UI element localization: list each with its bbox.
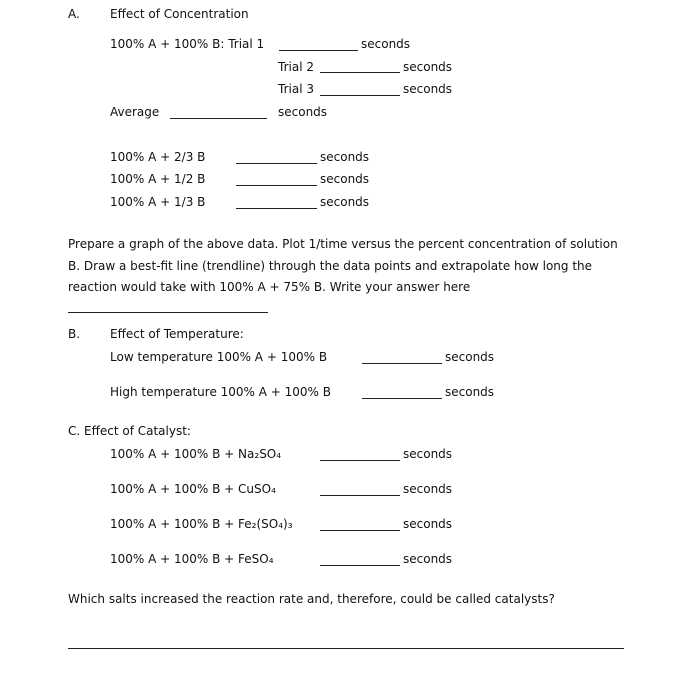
- trial3-seconds: seconds: [403, 82, 453, 96]
- catalyst-question: Which salts increased the reaction rate and, therefore, could be called catalysts?: [68, 592, 555, 606]
- catalyst-row-seconds: seconds: [403, 447, 453, 461]
- trial1-label: 100% A + 100% B: Trial 1: [110, 37, 265, 51]
- answer-blank[interactable]: [68, 300, 268, 313]
- catalyst-answer-blank[interactable]: [68, 648, 624, 649]
- graph-instructions-text: Prepare a graph of the above data. Plot 1/time versus the percent concentration of solution B. Draw a best-fit line (trendline) through the data points and extrapolate how long the reaction would take with 100% A + 75% B. Write your answer here: [68, 237, 618, 294]
- conc-row-label: 100% A + 1/3 B: [110, 195, 206, 209]
- conc-row-blank[interactable]: [236, 208, 317, 209]
- catalyst-row-label: 100% A + 100% B + Fe₂(SO₄)₃: [110, 517, 293, 531]
- conc-row-seconds: seconds: [320, 150, 370, 164]
- section-b-title: Effect of Temperature:: [110, 327, 244, 341]
- low-temp-label: Low temperature 100% A + 100% B: [110, 350, 328, 364]
- trial2-blank[interactable]: [320, 72, 400, 73]
- high-temp-seconds: seconds: [445, 385, 495, 399]
- catalyst-row-label: 100% A + 100% B + Na₂SO₄: [110, 447, 282, 461]
- graph-instructions: [68, 234, 628, 320]
- conc-row-label: 100% A + 2/3 B: [110, 150, 206, 164]
- catalyst-row-seconds: seconds: [403, 517, 453, 531]
- low-temp-seconds: seconds: [445, 350, 495, 364]
- trial1-seconds: seconds: [361, 37, 411, 51]
- conc-row-seconds: seconds: [320, 172, 370, 186]
- trial3-blank[interactable]: [320, 95, 400, 96]
- trial1-blank[interactable]: [279, 50, 358, 51]
- conc-row-blank[interactable]: [236, 185, 317, 186]
- catalyst-row-seconds: seconds: [403, 552, 453, 566]
- conc-row-blank[interactable]: [236, 163, 317, 164]
- section-a-title: Effect of Concentration: [110, 7, 249, 21]
- average-seconds: seconds: [278, 105, 328, 119]
- average-label: Average: [110, 105, 160, 119]
- catalyst-row-label: 100% A + 100% B + CuSO₄: [110, 482, 276, 496]
- section-c-title: C. Effect of Catalyst:: [68, 424, 191, 438]
- average-blank[interactable]: [170, 118, 267, 119]
- trial3-label: Trial 3: [278, 82, 314, 96]
- catalyst-row-seconds: seconds: [403, 482, 453, 496]
- trial2-label: Trial 2: [278, 60, 314, 74]
- conc-row-seconds: seconds: [320, 195, 370, 209]
- high-temp-blank[interactable]: [362, 398, 442, 399]
- section-a-letter: A.: [68, 7, 80, 21]
- low-temp-blank[interactable]: [362, 363, 442, 364]
- catalyst-row-blank[interactable]: [320, 495, 400, 496]
- section-b-letter: B.: [68, 327, 81, 341]
- high-temp-label: High temperature 100% A + 100% B: [110, 385, 332, 399]
- catalyst-row-label: 100% A + 100% B + FeSO₄: [110, 552, 274, 566]
- trial2-seconds: seconds: [403, 60, 453, 74]
- catalyst-row-blank[interactable]: [320, 530, 400, 531]
- conc-row-label: 100% A + 1/2 B: [110, 172, 206, 186]
- catalyst-row-blank[interactable]: [320, 565, 400, 566]
- catalyst-row-blank[interactable]: [320, 460, 400, 461]
